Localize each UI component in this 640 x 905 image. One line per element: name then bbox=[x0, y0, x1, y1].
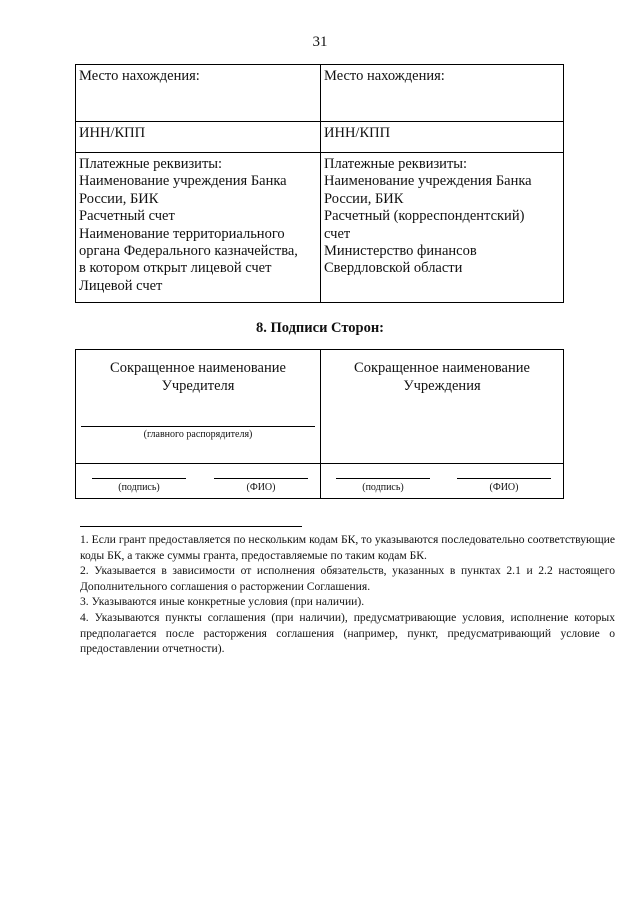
signature-caption: (подпись) bbox=[362, 482, 404, 493]
footnote-3: 3. Указываются иные конкретные условия (при наличии). bbox=[80, 595, 365, 609]
payment-line: в котором открыт лицевой счет bbox=[79, 260, 272, 277]
payment-line: России, БИК bbox=[79, 190, 159, 207]
heading-line: Сокращенное наименование bbox=[110, 360, 286, 376]
requisites-table bbox=[75, 64, 564, 303]
inn-row bbox=[76, 121, 563, 152]
name-line bbox=[214, 478, 308, 479]
payment-row bbox=[76, 152, 563, 302]
payment-line: Наименование территориального bbox=[79, 225, 285, 242]
footnote-4: 4. Указываются пункты соглашения (при наличии), предусматривающие условия, исполнение которых предполагается после расторжения соглашения (например, пункт, предусматривающий условие о предоставлении отчетности). bbox=[80, 610, 615, 656]
right-location-cell: Место нахождения: bbox=[324, 68, 445, 84]
signatures-heading-row bbox=[76, 350, 563, 464]
institution-heading bbox=[321, 350, 563, 395]
payment-line: органа Федерального казначейства, bbox=[79, 243, 298, 260]
name-line bbox=[457, 478, 551, 479]
heading-line: Учреждения bbox=[403, 378, 481, 394]
signature-caption: (подпись) bbox=[118, 482, 160, 493]
location-row bbox=[76, 65, 563, 121]
name-caption: (ФИО) bbox=[489, 482, 519, 493]
heading-line: Сокращенное наименование bbox=[354, 360, 530, 376]
payment-line: Платежные реквизиты: bbox=[324, 156, 468, 172]
payment-line: Наименование учреждения Банка bbox=[79, 173, 287, 190]
institution-sign-cell bbox=[321, 464, 563, 498]
payment-line: счет bbox=[324, 225, 351, 242]
signature-line bbox=[336, 478, 430, 479]
right-inn-cell: ИНН/КПП bbox=[324, 125, 391, 141]
payment-line: Свердловской области bbox=[324, 260, 463, 277]
payment-line: Расчетный (корреспондентский) bbox=[324, 208, 525, 225]
section-title: 8. Подписи Сторон: bbox=[255, 320, 385, 336]
signature-line bbox=[92, 478, 186, 479]
founder-sign-cell bbox=[76, 464, 321, 498]
heading-line: Учредителя bbox=[161, 378, 235, 394]
payment-line: Платежные реквизиты: bbox=[79, 156, 223, 172]
payment-line: Министерство финансов bbox=[324, 243, 477, 260]
footnote-separator bbox=[80, 526, 302, 527]
founder-name-line bbox=[81, 426, 315, 427]
left-inn-cell: ИНН/КПП bbox=[76, 122, 321, 152]
payment-line: России, БИК bbox=[324, 190, 404, 207]
institution-heading-cell bbox=[321, 350, 563, 463]
footnote-1: 1. Если грант предоставляется по нескольким кодам БК, то указываются последовательно соответствующие коды БК, а также суммы гранта, предоставляемые по таким кодам БК. bbox=[80, 533, 615, 562]
left-location-cell: Место нахождения: bbox=[76, 65, 321, 121]
signatures-table bbox=[75, 349, 564, 499]
founder-heading bbox=[76, 350, 320, 395]
signatures-sign-row bbox=[76, 464, 563, 498]
payment-line: Лицевой счет bbox=[79, 277, 163, 294]
page-number: 31 bbox=[312, 34, 328, 50]
footnote-2: 2. Указывается в зависимости от исполнения обязательств, указанных в пунктах 2.1 и 2.2 настоящего Дополнительного соглашения о расторжении Соглашения. bbox=[80, 564, 615, 593]
payment-line: Расчетный счет bbox=[79, 208, 175, 225]
main-manager-caption: (главного распорядителя) bbox=[143, 429, 253, 440]
left-payment-cell bbox=[76, 153, 321, 302]
payment-line: Наименование учреждения Банка bbox=[324, 173, 532, 190]
right-payment-cell bbox=[321, 153, 563, 302]
name-caption: (ФИО) bbox=[246, 482, 276, 493]
footnotes bbox=[80, 532, 615, 657]
founder-heading-cell bbox=[76, 350, 321, 463]
